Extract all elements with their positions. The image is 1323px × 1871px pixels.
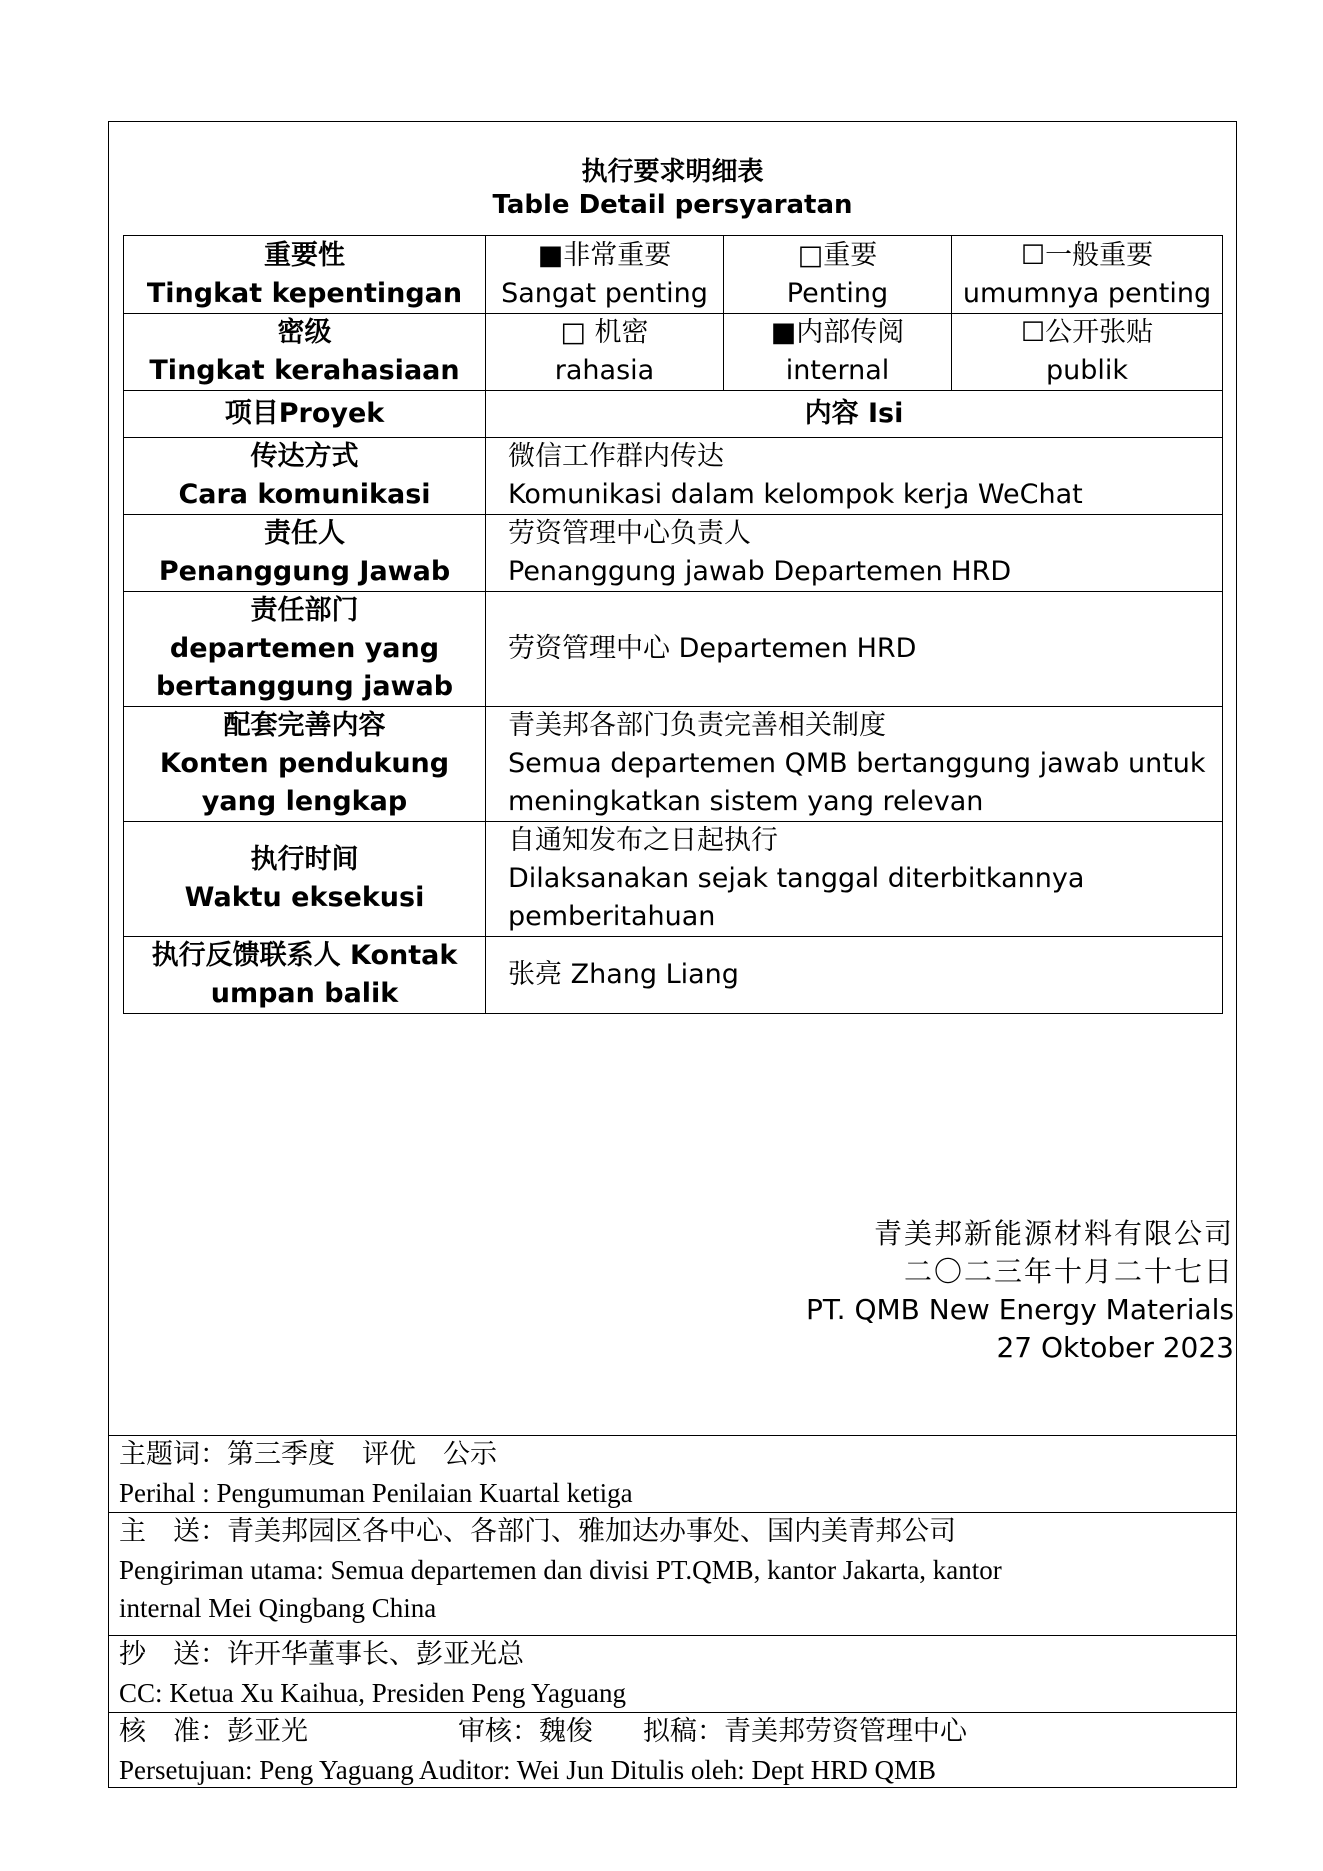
row-content: 张亮 Zhang Liang [486, 937, 1223, 1014]
importance-option-general: ☐一般重要 umumnya penting [952, 236, 1223, 314]
table-row [124, 937, 1223, 1014]
row-label: 传达方式 Cara komunikasi [124, 438, 486, 515]
requirements-table [123, 235, 1223, 1014]
drafter-zh: 拟稿：青美邦劳资管理中心 [643, 1716, 967, 1747]
table-row [124, 515, 1223, 592]
row-label: 责任人 Penanggung Jawab [124, 515, 486, 592]
footer-subject: 主题词：第三季度 评优 公示 Perihal : Pengumuman Penilaian Kuartal ketiga [109, 1435, 1236, 1512]
signature-block [806, 1215, 1234, 1367]
row-label: 执行时间 Waktu eksekusi [124, 822, 486, 937]
row-content: 自通知发布之日起执行 Dilaksanakan sejak tanggal diterbitkannya pemberitahuan [486, 822, 1223, 937]
approver-zh: 核 准：彭亚光 [119, 1716, 308, 1747]
header-row [124, 391, 1223, 438]
company-name-id: PT. QMB New Energy Materials [805, 1293, 1234, 1326]
confidentiality-row [124, 314, 1223, 391]
importance-option-very-important: ■非常重要 Sangat penting [486, 236, 724, 314]
footer-recipients: 主 送：青美邦园区各中心、各部门、雅加达办事处、国内美青邦公司 Pengiriman utama: Semua departemen dan divisi PT.QMB, kantor Jakarta, kantor internal Mei Qingbang China [109, 1512, 1236, 1627]
table-row [124, 592, 1223, 707]
row-label: 责任部门 departemen yang bertanggung jawab [124, 592, 486, 707]
confidentiality-label: 密级 Tingkat kerahasiaan [124, 314, 486, 391]
auditor-zh: 审核：魏俊 [458, 1716, 593, 1747]
confidentiality-option-internal: ■内部传阅 internal [724, 314, 952, 391]
table-row [124, 707, 1223, 822]
row-content: 劳资管理中心 Departemen HRD [486, 592, 1223, 707]
document-frame [108, 121, 1237, 1788]
row-content: 微信工作群内传达 Komunikasi dalam kelompok kerja WeChat [486, 438, 1223, 515]
footer-approval [109, 1712, 1236, 1789]
row-content: 劳资管理中心负责人 Penanggung jawab Departemen HRD [486, 515, 1223, 592]
confidentiality-option-secret: □ 机密 rahasia [486, 314, 724, 391]
header-content: 内容 Isi [486, 391, 1223, 438]
title-zh: 执行要求明细表 [581, 157, 764, 187]
date-zh: 二〇二三年十月二十七日 [903, 1255, 1234, 1288]
table-row [124, 438, 1223, 515]
row-label: 配套完善内容 Konten pendukung yang lengkap [124, 707, 486, 822]
title-id: Table Detail persyaratan [492, 190, 853, 220]
importance-label: 重要性 Tingkat kepentingan [124, 236, 486, 314]
importance-option-important: □重要 Penting [724, 236, 952, 314]
row-content: 青美邦各部门负责完善相关制度 Semua departemen QMB bertanggung jawab untuk meningkatkan sistem yang relevan [486, 707, 1223, 822]
footer-cc: 抄 送：许开华董事长、彭亚光总 CC: Ketua Xu Kaihua, Presiden Peng Yaguang [109, 1635, 1236, 1712]
date-id: 27 Oktober 2023 [996, 1331, 1234, 1364]
company-name-zh: 青美邦新能源材料有限公司 [873, 1217, 1234, 1250]
row-label: 执行反馈联系人 Kontak umpan balik [124, 937, 486, 1014]
confidentiality-option-public: ☐公开张贴 publik [952, 314, 1223, 391]
approval-id: Persetujuan: Peng Yaguang Auditor: Wei Jun Ditulis oleh: Dept HRD QMB [119, 1755, 937, 1785]
table-row [124, 822, 1223, 937]
importance-row [124, 236, 1223, 314]
header-project: 项目Proyek [124, 391, 486, 438]
